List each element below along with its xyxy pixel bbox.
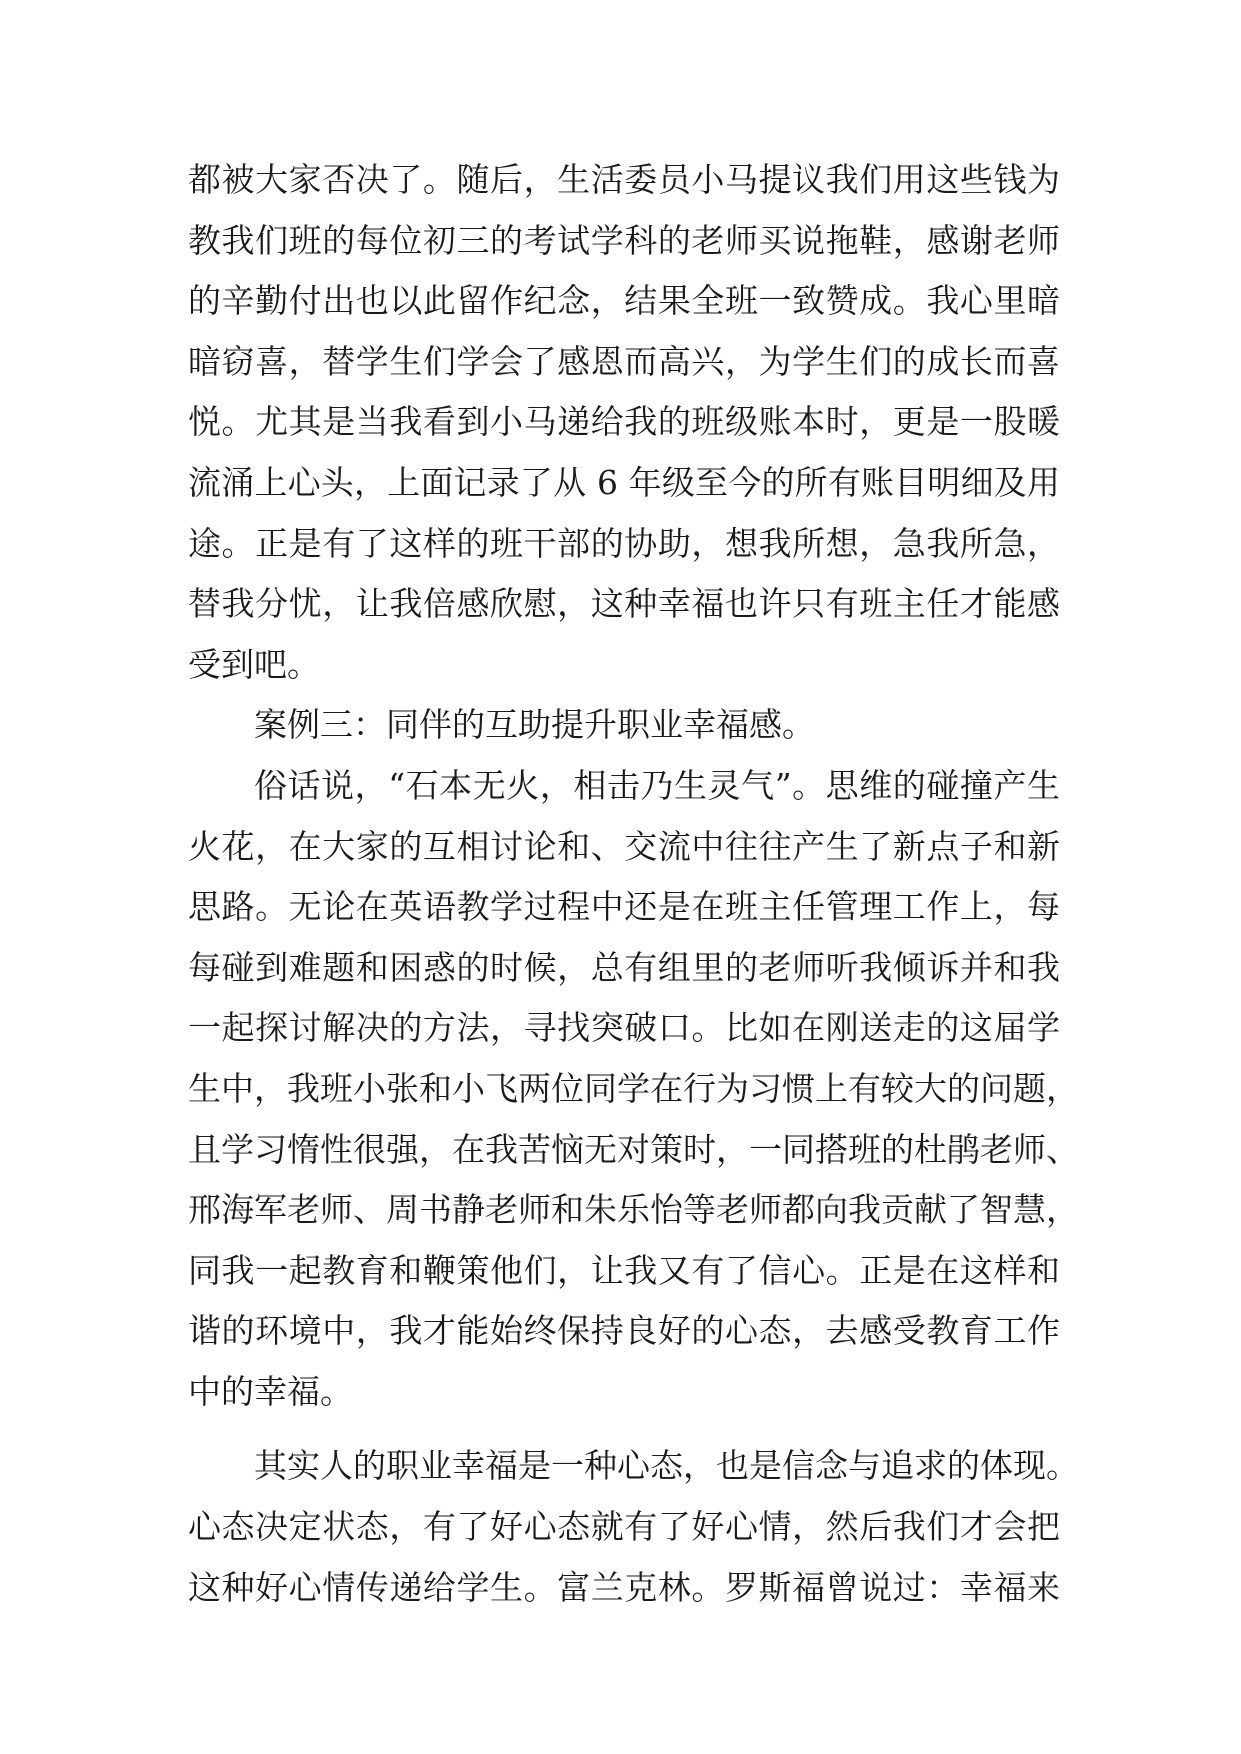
text-line: 的辛勤付出也以此留作纪念，结果全班一致赞成。我心里暗 xyxy=(188,281,1060,321)
text-line: 悦。尤其是当我看到小马递给我的班级账本时，更是一股暖 xyxy=(188,402,1060,442)
text-line: 替我分忧，让我倍感欣慰，这种幸福也许只有班主任才能感 xyxy=(188,584,1060,624)
text-line: 中的幸福。 xyxy=(188,1371,353,1411)
text-line: 暗窃喜，替学生们学会了感恩而高兴，为学生们的成长而喜 xyxy=(188,341,1060,381)
case-heading xyxy=(188,695,1060,756)
text-line: 这种好心情传递给学生。富兰克林。罗斯福曾说过：幸福来 xyxy=(188,1567,1060,1607)
text-line: 火花，在大家的互相讨论和、交流中往往产生了新点子和新 xyxy=(188,826,1060,866)
text-line: 心态决定状态，有了好心态就有了好心情，然后我们才会把 xyxy=(188,1507,1060,1547)
text-line: 同我一起教育和鞭策他们，让我又有了信心。正是在这样和 xyxy=(188,1250,1060,1290)
text-line: 且学习惰性很强，在我苦恼无对策时，一同搭班的杜鹃老师、 xyxy=(188,1129,1079,1169)
text-line: 受到吧。 xyxy=(188,644,320,684)
text-line: 流涌上心头，上面记录了从 6 年级至今的所有账目明细及用 xyxy=(188,462,1060,502)
text-line: 每碰到难题和困惑的时候，总有组里的老师听我倾诉并和我 xyxy=(188,947,1060,987)
text-line: 其实人的职业幸福是一种心态，也是信念与追求的体现。 xyxy=(254,1446,1079,1486)
text-line: 途。正是有了这样的班干部的协助，想我所想，急我所急， xyxy=(188,523,1060,563)
text-line: 谐的环境中，我才能始终保持良好的心态，去感受教育工作 xyxy=(188,1311,1060,1351)
text-line: 邢海军老师、周书静老师和朱乐怡等老师都向我贡献了智慧， xyxy=(188,1190,1079,1230)
text-line: 俗话说，“石本无火，相击乃生灵气”。思维的碰撞产生 xyxy=(254,765,1060,805)
paragraph xyxy=(188,150,1060,695)
paragraph xyxy=(188,756,1079,1423)
text-line: 案例三：同伴的互助提升职业幸福感。 xyxy=(254,705,815,745)
body-text xyxy=(188,150,1079,1618)
paragraph-gap xyxy=(188,1422,1060,1436)
text-line: 教我们班的每位初三的考试学科的老师买说拖鞋，感谢老师 xyxy=(188,220,1060,260)
paragraph xyxy=(188,1436,1079,1618)
text-line: 生中，我班小张和小飞两位同学在行为习惯上有较大的问题， xyxy=(188,1068,1079,1108)
text-line: 思路。无论在英语教学过程中还是在班主任管理工作上，每 xyxy=(188,887,1060,927)
text-line: 都被大家否决了。随后，生活委员小马提议我们用这些钱为 xyxy=(188,160,1060,199)
text-line: 一起探讨解决的方法，寻找突破口。比如在刚送走的这届学 xyxy=(188,1008,1060,1048)
